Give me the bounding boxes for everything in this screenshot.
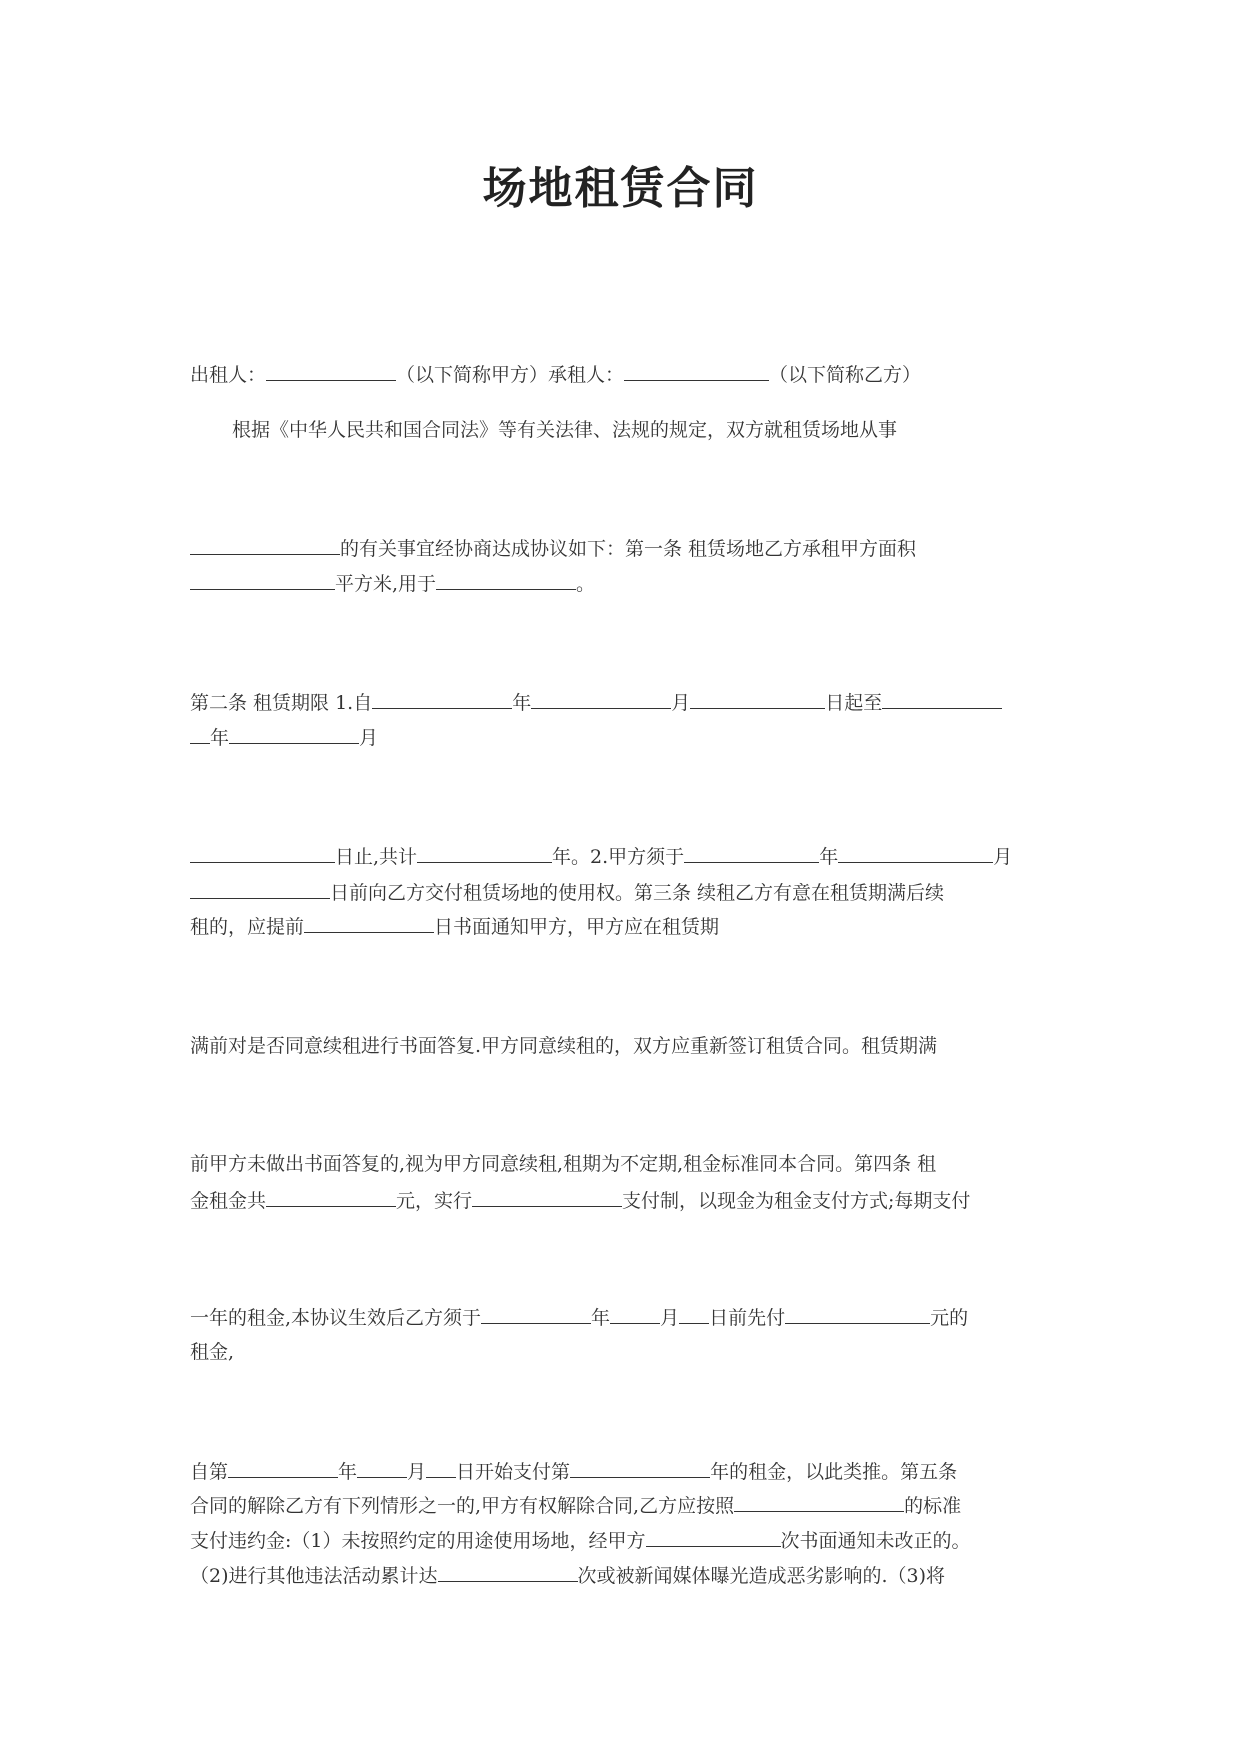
text-segment: 日起至 <box>825 692 883 714</box>
text-segment: 租的，应提前 <box>190 916 305 938</box>
text-segment: 金租金共 <box>190 1190 267 1212</box>
text-segment: 日止,共计 <box>335 846 418 868</box>
fill-blank <box>190 880 330 899</box>
fill-blank <box>190 571 335 590</box>
fill-blank <box>266 1188 396 1207</box>
text-segment: 日书面通知甲方，甲方应在租赁期 <box>434 916 720 938</box>
clause-line <box>190 880 944 905</box>
clause-line <box>190 1493 961 1518</box>
text-segment: 支付违约金:（1）未按照约定的用途使用场地，经甲方 <box>190 1530 646 1552</box>
fill-blank <box>190 844 335 863</box>
fill-blank <box>481 1305 591 1324</box>
fill-blank <box>690 690 825 709</box>
text-segment: 日前向乙方交付租赁场地的使用权。第三条 续租乙方有意在租赁期满后续 <box>330 882 945 904</box>
text-segment: 支付制，以现金为租金支付方式;每期支付 <box>622 1190 971 1212</box>
fill-blank <box>531 690 671 709</box>
clause-line <box>190 571 595 596</box>
fill-blank <box>570 1459 710 1478</box>
fill-blank <box>785 1305 930 1324</box>
fill-blank <box>229 725 359 744</box>
text-segment: 年 <box>819 846 839 868</box>
fill-blank <box>610 1305 660 1324</box>
fill-blank <box>436 571 576 590</box>
text-segment: 元，实行 <box>396 1190 473 1212</box>
fill-blank <box>472 1188 622 1207</box>
text-segment: 月 <box>407 1461 427 1483</box>
text-segment: 满前对是否同意续租进行书面答复.甲方同意续租的，双方应重新签订租赁合同。租赁期满 <box>190 1035 938 1057</box>
text-segment: （以下简称乙方） <box>769 364 922 386</box>
fill-blank <box>266 362 396 381</box>
clause-line <box>190 914 719 939</box>
clause-line <box>190 1563 945 1588</box>
fill-blank <box>882 690 1002 709</box>
text-segment: 年。2.甲方须于 <box>552 846 685 868</box>
text-segment: 月 <box>993 846 1013 868</box>
fill-blank <box>426 1459 456 1478</box>
clause-line <box>190 1188 970 1213</box>
text-segment: 根据《中华人民共和国合同法》等有关法律、法规的规定，双方就租赁场地从事 <box>232 419 898 441</box>
fill-blank <box>417 844 552 863</box>
text-segment: 租金, <box>190 1341 235 1363</box>
text-segment: 自第 <box>190 1461 229 1483</box>
fill-blank <box>438 1563 578 1582</box>
clause-line <box>190 725 378 750</box>
fill-blank <box>228 1459 338 1478</box>
text-segment: 月 <box>660 1307 680 1329</box>
clause-line <box>190 1528 971 1553</box>
text-segment: 月 <box>359 727 379 749</box>
fill-blank <box>190 536 340 555</box>
clause-line <box>190 690 1002 715</box>
clause-line <box>190 536 916 561</box>
fill-blank <box>679 1305 709 1324</box>
text-segment: 日开始支付第 <box>456 1461 571 1483</box>
text-segment: 第二条 租赁期限 1.自 <box>190 692 373 714</box>
text-segment: （2)进行其他违法活动累计达 <box>190 1565 438 1587</box>
clause-line <box>190 1305 968 1330</box>
text-segment: 。 <box>576 573 596 595</box>
fill-blank <box>372 690 512 709</box>
clause-line <box>190 844 1012 869</box>
clause-line <box>190 1152 936 1176</box>
text-segment: 年的租金，以此类推。第五条 <box>710 1461 958 1483</box>
clause-line <box>190 1340 234 1364</box>
fill-blank <box>190 725 210 744</box>
party-line <box>190 362 921 387</box>
fill-blank <box>624 362 769 381</box>
text-segment: 年 <box>210 727 230 749</box>
text-segment: 合同的解除乙方有下列情形之一的,甲方有权解除合同,乙方应按照 <box>190 1495 735 1517</box>
text-segment: 前甲方未做出书面答复的,视为甲方同意续租,租期为不定期,租金标准同本合同。第四条 租 <box>190 1153 937 1175</box>
fill-blank <box>357 1459 407 1478</box>
preamble-line <box>232 418 897 442</box>
text-segment: 的有关事宜经协商达成协议如下：第一条 租赁场地乙方承租甲方面积 <box>340 538 917 560</box>
fill-blank <box>734 1493 904 1512</box>
fill-blank <box>646 1528 781 1547</box>
text-segment: 平方米,用于 <box>335 573 437 595</box>
clause-line <box>190 1459 957 1484</box>
text-segment: （以下简称甲方）承租人： <box>396 364 625 386</box>
text-segment: 年 <box>512 692 532 714</box>
text-segment: 年 <box>591 1307 611 1329</box>
text-segment: 的标准 <box>904 1495 962 1517</box>
fill-blank <box>684 844 819 863</box>
page-title: 场地租赁合同 <box>482 163 759 214</box>
text-segment: 日前先付 <box>709 1307 786 1329</box>
text-segment: 元的 <box>930 1307 969 1329</box>
fill-blank <box>304 914 434 933</box>
text-segment: 一年的租金,本协议生效后乙方须于 <box>190 1307 482 1329</box>
text-segment: 次或被新闻媒体曝光造成恶劣影响的.（3)将 <box>577 1565 946 1587</box>
clause-line <box>190 1034 937 1058</box>
text-segment: 出租人： <box>190 364 267 386</box>
fill-blank <box>838 844 993 863</box>
text-segment: 次书面通知未改正的。 <box>780 1530 971 1552</box>
text-segment: 年 <box>338 1461 358 1483</box>
text-segment: 月 <box>671 692 691 714</box>
